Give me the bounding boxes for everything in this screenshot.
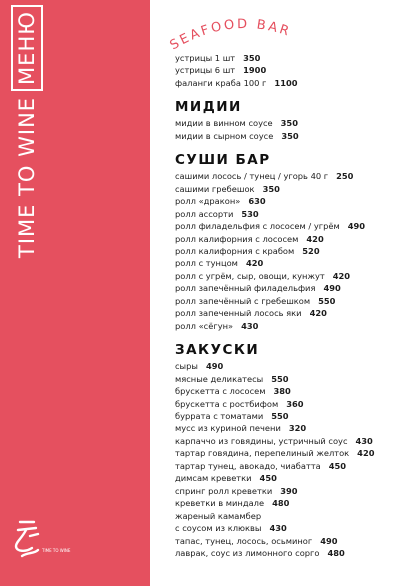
item-name: ролл ассорти [175, 208, 234, 219]
menu-item [175, 295, 407, 307]
menu-item [175, 183, 407, 195]
menu-item [175, 257, 407, 269]
item-name: тапас, тунец, лосось, осьминог [175, 535, 313, 546]
menu-item [175, 170, 407, 182]
vertical-title [8, 11, 46, 258]
menu-label: МЕНЮ [11, 5, 43, 91]
item-name: димсам креветки [175, 473, 252, 484]
item-price: 490 [347, 221, 366, 232]
item-price: 420 [245, 258, 264, 269]
item-price: 550 [271, 373, 289, 384]
item-name: ролл «дракон» [175, 196, 241, 207]
item-price: 490 [205, 361, 224, 372]
item-name: мусс из куриной печени [175, 423, 281, 434]
menu-item [175, 522, 407, 534]
item-price: 350 [243, 53, 261, 63]
menu-item [175, 447, 407, 459]
svg-text:SEAFOOD BAR [168, 17, 293, 53]
item-name: мидии в винном соусе [175, 118, 273, 129]
item-price: 480 [327, 547, 345, 558]
menu-item [175, 195, 407, 207]
menu-item [175, 282, 407, 294]
menu-item [175, 373, 407, 385]
item-price: 630 [248, 196, 266, 207]
item-name: спринг ролл креветки [175, 485, 273, 496]
item-price: 350 [281, 130, 299, 141]
item-name: с соусом из клюквы [175, 523, 262, 534]
logo-icon [12, 516, 72, 560]
item-name: тартар тунец, авокадо, чиабатта [175, 460, 321, 471]
item-name: сашими гребешок [175, 183, 255, 194]
menu-item [175, 497, 407, 509]
logo-text: TIME TO WINE [42, 548, 71, 553]
section-title: СУШИ БАР [175, 152, 271, 169]
item-name: ролл запечённый филадельфия [175, 283, 316, 294]
item-price: 550 [271, 410, 289, 421]
item-price: 480 [272, 498, 290, 509]
item-price: 420 [357, 448, 375, 459]
item-name: тартар говядина, перепелиный желток [175, 448, 350, 459]
item-price: 350 [262, 183, 280, 194]
item-price: 320 [288, 423, 307, 434]
item-name: креветки в миндале [175, 498, 265, 509]
menu-item [175, 77, 407, 89]
item-price: 1100 [274, 77, 298, 88]
item-name: карпаччо из говядины, устричный соус [175, 435, 348, 446]
item-price: 450 [328, 460, 347, 471]
item-price: 380 [273, 386, 291, 397]
menu-item [175, 398, 407, 410]
item-price: 450 [259, 473, 277, 484]
menu-item [175, 422, 407, 434]
item-name: устрицы 6 шт [175, 65, 236, 76]
item-price: 1900 [243, 65, 267, 76]
menu-item [175, 220, 407, 232]
item-name: ролл запечённый с гребешком [175, 295, 311, 306]
item-name: ролл с тунцом [175, 258, 238, 269]
item-name: брускетта с лососем [175, 386, 266, 397]
menu-item [175, 245, 407, 257]
item-name: лаврак, соус из лимонного сорго [175, 547, 320, 558]
menu-item [175, 130, 407, 142]
section-title: ЗАКУСКИ [175, 342, 260, 359]
menu-item [175, 320, 407, 332]
item-name: ролл «сёгун» [175, 320, 234, 331]
item-name: ролл филадельфия с лососем / угрём [175, 221, 340, 232]
menu-item [175, 472, 407, 484]
item-name: сашими лосось / тунец / угорь 40 г [175, 171, 329, 182]
item-price: 250 [336, 171, 354, 182]
menu-item [175, 64, 407, 76]
item-name: устрицы 1 шт [175, 53, 236, 63]
item-price: 420 [306, 233, 324, 244]
item-name: ролл калифорния с лососем [175, 233, 299, 244]
menu-item [175, 270, 407, 282]
menu-item [175, 307, 407, 319]
menu-item [175, 535, 407, 547]
item-name: ролл запеченный лосось яки [175, 308, 302, 319]
item-price: 350 [280, 118, 298, 129]
item-price: 530 [241, 208, 259, 219]
item-price: 490 [323, 283, 341, 294]
item-price: 520 [302, 245, 320, 256]
menu-content [175, 52, 407, 559]
item-name: мясные деликатесы [175, 373, 264, 384]
menu-item [175, 117, 407, 129]
item-name: фаланги краба 100 г [175, 77, 267, 88]
item-name: ролл калифорния с крабом [175, 245, 295, 256]
brand-title: TIME TO WINE [15, 96, 39, 258]
menu-item [175, 233, 407, 245]
menu-item [175, 208, 407, 220]
item-price: 430 [355, 435, 373, 446]
item-price: 420 [309, 308, 327, 319]
item-name: брускетта с ростбифом [175, 398, 279, 409]
menu-item [175, 410, 407, 422]
menu-item [175, 52, 407, 64]
item-name: жареный камамбер [175, 510, 262, 521]
item-price: 430 [241, 320, 259, 331]
subtitle: SEAFOOD BAR [167, 16, 294, 54]
item-price: 550 [318, 295, 336, 306]
menu-item [175, 510, 407, 522]
menu-item [175, 460, 407, 472]
item-price: 390 [280, 485, 298, 496]
item-price: 490 [320, 535, 338, 546]
menu-item [175, 435, 407, 447]
sidebar [0, 0, 150, 586]
item-price: 360 [286, 398, 304, 409]
item-name: мидии в сырном соусе [175, 130, 274, 141]
menu-item [175, 547, 407, 559]
item-name: ролл с угрём, сыр, овощи, кунжут [175, 270, 325, 281]
menu-item [175, 360, 407, 372]
item-price: 420 [332, 270, 351, 281]
item-name: сыры [175, 361, 198, 372]
item-price: 430 [269, 523, 287, 534]
item-name: буррата с томатами [175, 410, 264, 421]
menu-item [175, 385, 407, 397]
section-title: МИДИИ [175, 99, 242, 116]
menu-item [175, 485, 407, 497]
